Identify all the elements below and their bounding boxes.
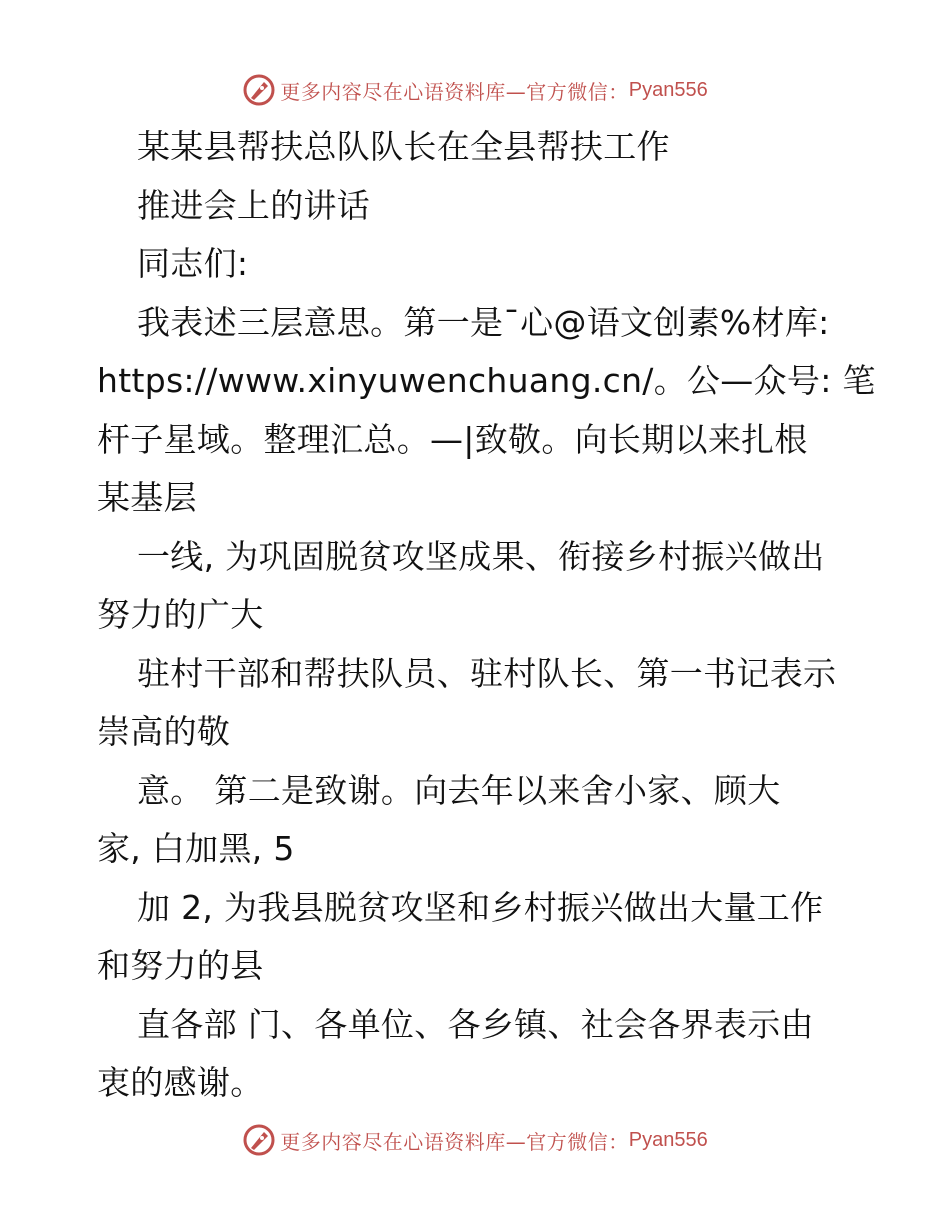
footer-watermark-banner — [0, 1120, 950, 1160]
doc-paragraph-line: 驻村干部和帮扶队员、驻村队长、第一书记表示 — [137, 653, 837, 693]
doc-title-line-2: 推进会上的讲话 — [137, 185, 371, 225]
doc-paragraph-line: 一线, 为巩固脱贫攻坚成果、衔接乡村振兴做出 — [137, 536, 825, 576]
doc-paragraph-line: 努力的广大 — [97, 595, 264, 634]
doc-salutation: 同志们: — [137, 244, 249, 283]
doc-paragraph-line: 加 2, 为我县脱贫攻坚和乡村振兴做出大量工作 — [137, 887, 824, 927]
document-body — [97, 118, 876, 1113]
doc-paragraph-line: 我表述三层意思。第一是¯心@语文创素%材库: — [137, 302, 830, 342]
doc-paragraph-line: 杆子星域。整理汇总。—|致敬。向长期以来扎根 — [97, 419, 808, 459]
doc-paragraph-line: 直各部 门、各单位、各乡镇、社会各界表示由 — [137, 1004, 814, 1044]
pen-nib-logo-icon — [242, 1123, 276, 1157]
banner-site-text: 更多内容尽在心语资料库—官方微信： — [280, 79, 629, 104]
doc-paragraph-line: 和努力的县 — [97, 946, 264, 985]
doc-title-line-1: 某某县帮扶总队队长在全县帮扶工作 — [137, 127, 670, 166]
doc-paragraph-line: 意。 第二是致谢。向去年以来舍小家、顾大 — [137, 770, 781, 810]
banner-site-text: 更多内容尽在心语资料库—官方微信： — [280, 1129, 629, 1154]
doc-paragraph-line: 某基层 — [97, 478, 197, 517]
doc-paragraph-line: https://www.xinyuwenchuang.cn/。公—众号: 笔 — [97, 361, 876, 400]
doc-paragraph-line: 衷的感谢。 — [97, 1063, 264, 1102]
doc-paragraph-line: 家, 白加黑, 5 — [97, 829, 295, 868]
banner-wechat-id: Pyan556 — [628, 1128, 708, 1151]
header-watermark-banner — [0, 70, 950, 110]
pen-nib-logo-icon — [242, 73, 276, 107]
banner-wechat-id: Pyan556 — [628, 78, 708, 101]
doc-paragraph-line: 崇高的敬 — [97, 712, 231, 751]
